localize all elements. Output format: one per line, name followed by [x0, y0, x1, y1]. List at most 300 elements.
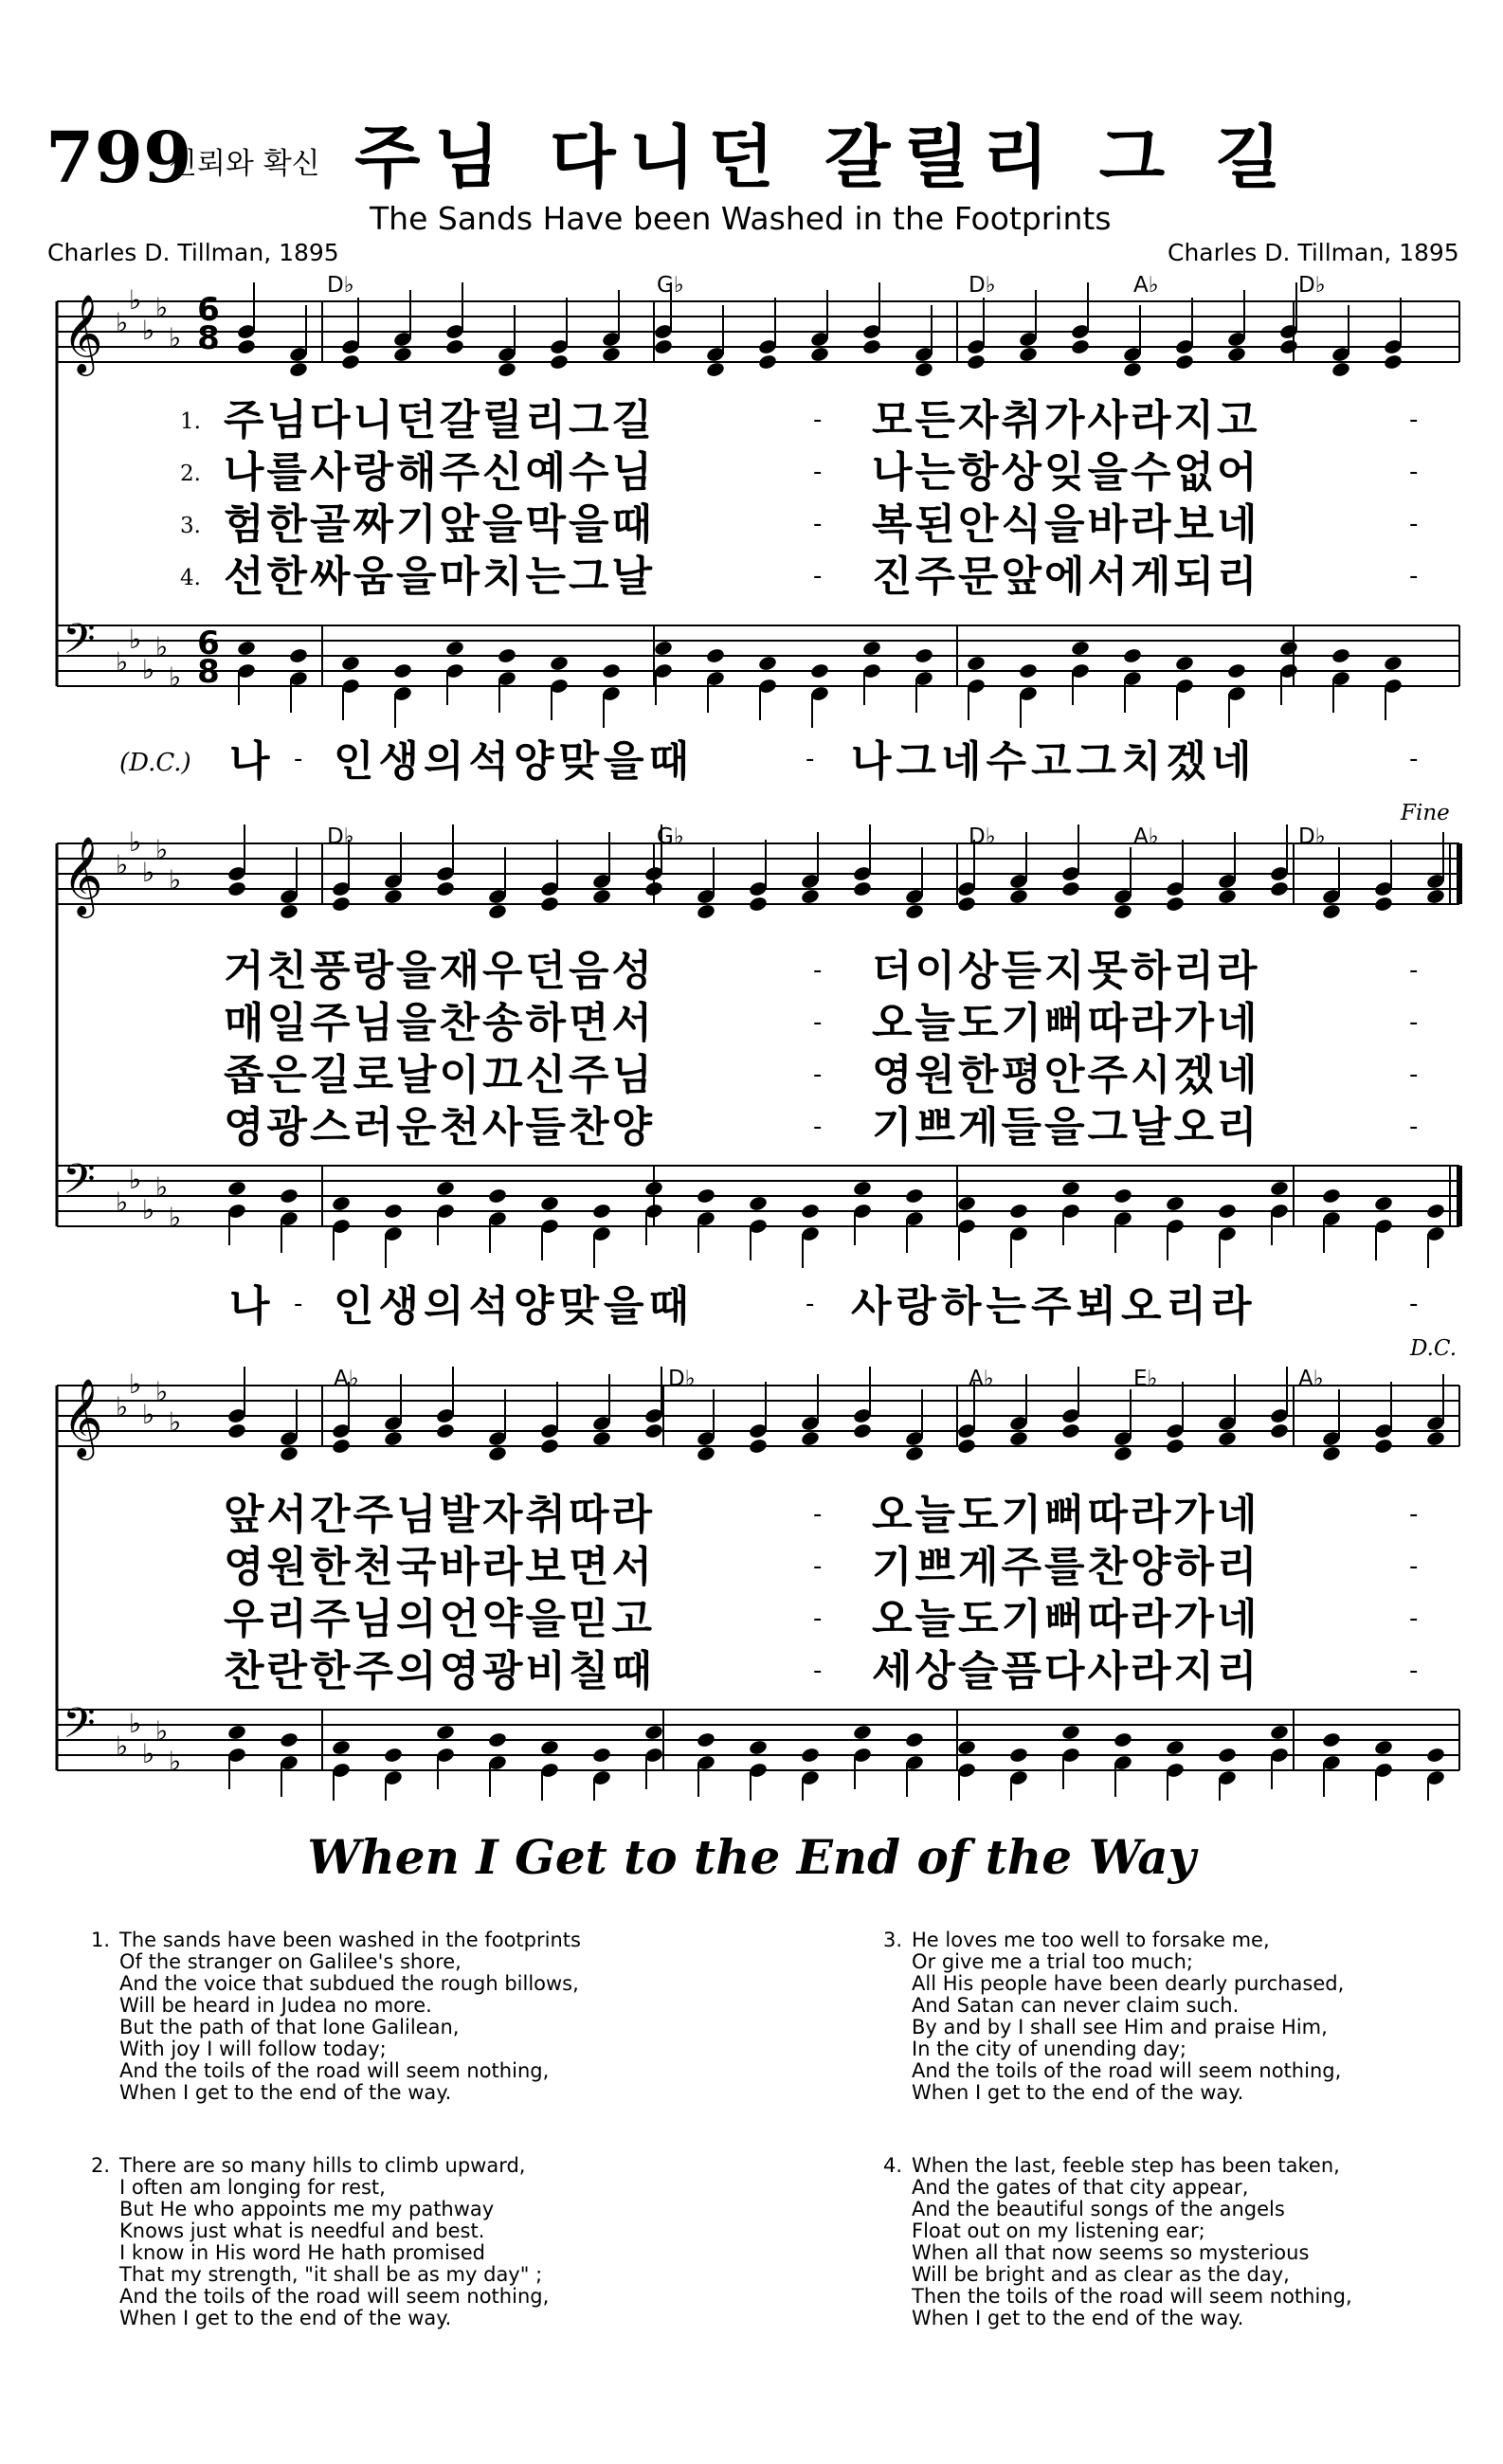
flat-sign-icon: ♭ [142, 1738, 155, 1769]
note-head [435, 1180, 455, 1197]
verse-number: 2. [180, 462, 201, 486]
flat-sign-icon: ♭ [142, 1399, 155, 1430]
note-head [539, 1739, 559, 1756]
stanza-line: And the voice that subdued the rough billows, [119, 1972, 579, 1995]
note-head [539, 1438, 559, 1455]
note-head [1331, 647, 1350, 664]
lyric-line: 앞서간주님발자취따라 [224, 1491, 656, 1539]
note-head [800, 888, 820, 905]
lyric-separator: - [1409, 406, 1419, 434]
note-head [1165, 1438, 1185, 1455]
note-head [852, 1180, 872, 1197]
chord-symbol: D♭ [1298, 824, 1326, 849]
note-head [705, 361, 725, 378]
stanza-line: Or give me a trial too much; [912, 1950, 1194, 1973]
flat-sign-icon: ♭ [129, 1164, 142, 1195]
flat-sign-icon: ♭ [155, 1376, 169, 1407]
lyric-separator: - [1409, 1500, 1419, 1529]
composer-credit-right: Charles D. Tillman, 1895 [1168, 239, 1459, 266]
composer-credit-left: Charles D. Tillman, 1895 [47, 239, 339, 266]
lyric-line: 오늘도기뻐따라가네 [872, 1491, 1260, 1539]
note-head [1113, 1445, 1132, 1462]
lyric-line: 주님다니던갈릴리그길 [224, 396, 656, 444]
flat-sign-icon: ♭ [116, 1730, 129, 1762]
note-head [591, 1430, 611, 1447]
lyric-separator: - [1409, 745, 1419, 773]
note-head [748, 896, 768, 913]
note-head [643, 880, 663, 897]
note-head [487, 1187, 507, 1205]
bass-clef-icon: 𝄢 [63, 1154, 96, 1214]
note-head [1217, 1747, 1237, 1764]
chord-symbol: D♭ [969, 273, 996, 298]
chord-symbol: D♭ [327, 273, 354, 298]
note-head [435, 880, 455, 897]
note-head [279, 1445, 299, 1462]
note-head [444, 338, 464, 355]
note-head [226, 880, 246, 897]
lyric-separator: - [813, 406, 823, 434]
note-head [1331, 361, 1350, 378]
chord-symbol: A♭ [1298, 1367, 1324, 1391]
note-head [1217, 888, 1237, 905]
note-head [914, 361, 933, 378]
stanza-line: When I get to the end of the way. [912, 2081, 1244, 2104]
note-head [1008, 1430, 1028, 1447]
lyric-separator: - [813, 1113, 823, 1141]
note-head [748, 1195, 768, 1212]
stanza-line: There are so many hills to climb upward, [119, 2154, 526, 2177]
lyric-separator: - [806, 745, 815, 773]
note-head [1269, 1180, 1289, 1197]
chord-symbol: D♭ [327, 824, 354, 849]
note-head [1383, 655, 1403, 672]
note-head [226, 1724, 246, 1741]
flat-sign-icon: ♭ [129, 1708, 142, 1739]
hymn-title-korean: 주님 다니던 갈릴리 그 길 [354, 118, 1295, 197]
note-head [1113, 1187, 1132, 1205]
lyric-line: 영원한천국바라보면서 [224, 1543, 656, 1591]
stanza-line: Then the toils of the road will seem nothing, [912, 2285, 1352, 2308]
note-head [1174, 353, 1194, 371]
note-head [487, 1445, 507, 1462]
stanza-line: When the last, feeble step has been taken, [912, 2154, 1340, 2177]
note-head [1113, 903, 1132, 920]
note-head [1373, 1438, 1393, 1455]
flat-sign-icon: ♭ [129, 1368, 142, 1400]
lyric-line: 영광스러운천사들찬양 [224, 1103, 656, 1151]
note-head [549, 655, 569, 672]
lyric-separator: - [813, 458, 823, 486]
dc-label: (D.C.) [119, 749, 191, 777]
note-head [800, 1430, 820, 1447]
treble-clef-icon: 𝄞 [63, 835, 103, 915]
note-head [643, 1422, 663, 1440]
note-head [852, 1422, 872, 1440]
note-head [1278, 338, 1298, 355]
note-head [861, 338, 881, 355]
flat-sign-icon: ♭ [169, 1406, 182, 1438]
lyric-separator: - [813, 1604, 823, 1633]
note-head [696, 903, 715, 920]
note-head [340, 655, 360, 672]
lyric-separator: - [1409, 510, 1419, 538]
note-head [904, 1187, 924, 1205]
flat-sign-icon: ♭ [169, 322, 182, 353]
flat-sign-icon: ♭ [169, 1202, 182, 1233]
note-head [1217, 1430, 1237, 1447]
flat-sign-icon: ♭ [155, 292, 169, 323]
note-head [444, 640, 464, 657]
lyric-line: 기쁘게들을그날오리 [872, 1103, 1260, 1151]
stanza-line: And the gates of that city appear, [912, 2176, 1249, 2199]
note-head [809, 662, 829, 679]
stanza-line: Knows just what is needful and best. [119, 2219, 485, 2242]
flat-sign-icon: ♭ [155, 631, 169, 662]
note-head [914, 647, 933, 664]
note-head [956, 1195, 976, 1212]
stanza-line: All His people have been dearly purchased, [912, 1972, 1345, 1995]
lyric-separator: - [1409, 562, 1419, 590]
note-head [1018, 346, 1038, 363]
note-head [653, 640, 673, 657]
note-head [487, 1731, 507, 1748]
note-head [383, 1203, 403, 1220]
lyric-separator: - [813, 510, 823, 538]
lyric-line: 나는항상잊을수없어 [872, 448, 1260, 497]
stanza-line: But the path of that lone Galilean, [119, 2016, 460, 2038]
note-head [956, 1739, 976, 1756]
flat-sign-icon: ♭ [142, 857, 155, 888]
note-head [1269, 1422, 1289, 1440]
note-head [435, 1422, 455, 1440]
lyric-separator: - [813, 562, 823, 590]
lyric-line: 선한싸움을마치는그날 [224, 553, 656, 601]
note-head [279, 903, 299, 920]
bass-clef-icon: 𝄢 [63, 614, 96, 674]
note-head [1174, 655, 1194, 672]
note-head [1425, 1747, 1445, 1764]
note-head [1008, 1747, 1028, 1764]
time-signature-top: 6 [197, 625, 220, 662]
note-head [1113, 1731, 1132, 1748]
note-head [1070, 640, 1090, 657]
note-head [1425, 888, 1445, 905]
note-head [757, 655, 777, 672]
note-head [1425, 1203, 1445, 1220]
note-head [861, 640, 881, 657]
note-head [226, 1422, 246, 1440]
bass-clef-icon: 𝄢 [63, 1698, 96, 1758]
note-head [1373, 1739, 1393, 1756]
verse-number: 1. [180, 409, 201, 434]
lyric-separator: - [1409, 1657, 1419, 1685]
note-head [1018, 662, 1038, 679]
flat-sign-icon: ♭ [129, 826, 142, 858]
treble-clef-icon: 𝄞 [63, 293, 103, 372]
note-head [601, 662, 621, 679]
note-head [340, 353, 360, 371]
stanza-line: With joy I will follow today; [119, 2038, 387, 2060]
note-head [1321, 1187, 1341, 1205]
note-head [696, 1187, 715, 1205]
lyric-separator: - [813, 1008, 823, 1037]
stanza-line: I often am longing for rest, [119, 2176, 386, 2199]
note-head [800, 1203, 820, 1220]
lyric-separator: - [813, 1552, 823, 1581]
stanza-line: But He who appoints me my pathway [119, 2198, 495, 2220]
note-head [236, 640, 256, 657]
lyric-separator: - [813, 1657, 823, 1685]
lyric-line: 진주문앞에서게되리 [872, 553, 1260, 601]
stanza-number: 4. [883, 2154, 903, 2177]
hymn-title-english: The Sands Have been Washed in the Footprints [370, 200, 1112, 237]
note-head [800, 1747, 820, 1764]
stanza-line: He loves me too well to forsake me, [912, 1929, 1270, 1951]
flat-sign-icon: ♭ [116, 1391, 129, 1422]
chord-symbol: D♭ [1298, 273, 1326, 298]
time-signature-bottom: 8 [197, 653, 220, 691]
note-head [748, 1739, 768, 1756]
dc-lyric: 나그네수고그치겠네 [851, 737, 1257, 786]
note-head [288, 647, 308, 664]
lyric-line: 모든자취가사라지고 [872, 396, 1260, 444]
chord-symbol: E♭ [1133, 1367, 1158, 1391]
flat-sign-icon: ♭ [116, 1187, 129, 1218]
lyric-separator: - [1409, 1604, 1419, 1633]
treble-clef-icon: 𝄞 [63, 1377, 103, 1457]
note-head [236, 338, 256, 355]
verse-number: 3. [180, 514, 201, 538]
note-head [497, 647, 516, 664]
time-signature-top: 6 [197, 291, 220, 329]
note-head [591, 888, 611, 905]
lyric-separator: - [1409, 1552, 1419, 1581]
english-stanza [91, 2155, 622, 2329]
chord-symbol: A♭ [334, 1367, 359, 1391]
lyric-separator: - [813, 1500, 823, 1529]
note-head [956, 1438, 976, 1455]
flat-sign-icon: ♭ [129, 284, 142, 316]
lyric-line: 험한골짜기앞을막을때 [224, 500, 656, 549]
note-head [279, 1731, 299, 1748]
note-head [591, 1747, 611, 1764]
flat-sign-icon: ♭ [142, 654, 155, 685]
note-head [904, 903, 924, 920]
note-head [1373, 1195, 1393, 1212]
note-head [966, 655, 986, 672]
note-head [643, 1180, 663, 1197]
note-head [383, 888, 403, 905]
lyric-separator: - [1409, 458, 1419, 486]
lyric-separator: - [1409, 1113, 1419, 1141]
lyric-line: 세상슬픔다사라지리 [872, 1647, 1260, 1695]
lyric-separator: - [1409, 1060, 1419, 1089]
note-head [1425, 1430, 1445, 1447]
dc-lyric: 인생의석양맞을때 [334, 737, 695, 786]
note-head [1269, 1724, 1289, 1741]
stanza-line: In the city of unending day; [912, 2038, 1186, 2060]
stanza-line: Will be heard in Judea no more. [119, 1994, 432, 2017]
note-head [1122, 361, 1142, 378]
note-head [809, 346, 829, 363]
note-head [653, 338, 673, 355]
stanza-line: That my strength, "it shall be as my day" ; [119, 2263, 543, 2286]
note-head [331, 1739, 351, 1756]
note-head [601, 346, 621, 363]
stanza-line: When I get to the end of the way. [119, 2081, 452, 2104]
stanza-line: When I get to the end of the way. [119, 2307, 452, 2329]
flat-sign-icon: ♭ [169, 864, 182, 896]
note-head [392, 346, 412, 363]
english-hymn-title: When I Get to the End of the Way [307, 1829, 1196, 1885]
note-head [705, 647, 725, 664]
flat-sign-icon: ♭ [129, 624, 142, 655]
verse-number: 4. [180, 566, 201, 590]
note-head [539, 1195, 559, 1212]
stanza-line: And the toils of the road will seem nothing, [119, 2059, 550, 2082]
english-stanza [91, 1930, 622, 2104]
note-head [1373, 896, 1393, 913]
lyric-separator: - [813, 956, 823, 985]
dc-lyric: 나 [229, 737, 270, 786]
note-head [331, 1438, 351, 1455]
note-head [1165, 1739, 1185, 1756]
flat-sign-icon: ♭ [155, 1715, 169, 1747]
note-head [956, 896, 976, 913]
note-head [904, 1731, 924, 1748]
chord-symbol: D♭ [969, 824, 996, 849]
note-head [226, 1180, 246, 1197]
stanza-line: I know in His word He hath promised [119, 2241, 486, 2264]
lyric-separator: - [1409, 1290, 1419, 1318]
note-head [549, 353, 569, 371]
stanza-number: 3. [883, 1929, 903, 1951]
note-head [696, 1445, 715, 1462]
note-head [1008, 1203, 1028, 1220]
flat-sign-icon: ♭ [142, 315, 155, 346]
chord-symbol: G♭ [657, 824, 684, 849]
stanza-line: Of the stranger on Galilee's shore, [119, 1950, 462, 1973]
note-head [1008, 888, 1028, 905]
note-head [696, 1731, 715, 1748]
stanza-line: And the toils of the road will seem nothing, [912, 2059, 1342, 2082]
stanza-number: 2. [91, 2154, 111, 2177]
note-head [383, 1747, 403, 1764]
note-head [497, 361, 516, 378]
note-head [1060, 880, 1080, 897]
note-head [757, 353, 777, 371]
stanza-number: 1. [91, 1929, 111, 1951]
note-head [1321, 1731, 1341, 1748]
note-head [1269, 880, 1289, 897]
stanza-line: And the toils of the road will seem nothing, [119, 2285, 550, 2308]
fine-marker: Fine [1401, 801, 1450, 825]
lyric-line: 오늘도기뻐따라가네 [872, 999, 1260, 1047]
flat-sign-icon: ♭ [116, 646, 129, 678]
flat-sign-icon: ♭ [155, 1171, 169, 1203]
stanza-line: And Satan can never claim such. [912, 1994, 1240, 2017]
chord-symbol: G♭ [657, 273, 684, 298]
lyric-line: 매일주님을찬송하면서 [224, 999, 656, 1047]
note-head [288, 361, 308, 378]
dc-lyric: 나 [229, 1282, 270, 1331]
note-head [1070, 338, 1090, 355]
note-head [383, 1430, 403, 1447]
note-head [1321, 903, 1341, 920]
flat-sign-icon: ♭ [169, 661, 182, 693]
lyric-line: 거친풍랑을재우던음성 [224, 947, 656, 995]
lyric-separator: - [1409, 956, 1419, 985]
lyric-separator: - [294, 1290, 303, 1318]
note-head [1383, 353, 1403, 371]
note-head [852, 880, 872, 897]
time-signature-treble [197, 291, 220, 357]
note-head [539, 896, 559, 913]
chord-symbol: D♭ [668, 1367, 696, 1391]
note-head [966, 353, 986, 371]
lyric-line: 복된안식을바라보네 [872, 500, 1260, 549]
lyric-line: 찬란한주의영광비칠때 [224, 1647, 656, 1695]
note-head [1321, 1445, 1341, 1462]
chord-symbol: A♭ [1133, 273, 1159, 298]
note-head [331, 1195, 351, 1212]
note-head [748, 1438, 768, 1455]
note-head [1226, 662, 1246, 679]
lyric-separator: - [1409, 1008, 1419, 1037]
lyric-line: 오늘도기뻐따라가네 [872, 1595, 1260, 1643]
note-head [643, 1724, 663, 1741]
note-head [852, 1724, 872, 1741]
english-stanza [883, 2155, 1414, 2329]
note-head [1278, 640, 1298, 657]
lyric-separator: - [806, 1290, 815, 1318]
flat-sign-icon: ♭ [116, 307, 129, 338]
dc-lyric: 사랑하는주뵈오리라 [851, 1282, 1257, 1331]
note-head [392, 662, 412, 679]
lyric-line: 영원한평안주시겠네 [872, 1051, 1260, 1099]
stanza-line: And the beautiful songs of the angels [912, 2198, 1285, 2220]
lyric-line: 더이상듣지못하리라 [872, 947, 1260, 995]
flat-sign-icon: ♭ [142, 1194, 155, 1225]
note-head [435, 1724, 455, 1741]
stanza-line: Will be bright and as clear as the day, [912, 2263, 1290, 2286]
stanza-line: By and by I shall see Him and praise Him, [912, 2016, 1328, 2038]
hymn-category: 신뢰와 확신 [169, 147, 320, 181]
stanza-line: When I get to the end of the way. [912, 2307, 1244, 2329]
note-head [1060, 1180, 1080, 1197]
stanza-line: When all that now seems so mysterious [912, 2241, 1310, 2264]
dc-lyric: 인생의석양맞을때 [334, 1282, 695, 1331]
note-head [1165, 896, 1185, 913]
hymn-number: 799 [45, 118, 192, 199]
note-head [487, 903, 507, 920]
note-head [1060, 1422, 1080, 1440]
english-stanza [883, 1930, 1414, 2104]
lyric-line: 좁은길로날이끄신주님 [224, 1051, 656, 1099]
flat-sign-icon: ♭ [169, 1746, 182, 1777]
chord-symbol: A♭ [1133, 824, 1159, 849]
note-head [1060, 1724, 1080, 1741]
time-signature-bass [197, 625, 220, 691]
note-head [331, 896, 351, 913]
note-head [904, 1445, 924, 1462]
note-head [1122, 647, 1142, 664]
time-signature-bottom: 8 [197, 319, 220, 357]
lyric-line: 우리주님의언약을믿고 [224, 1595, 656, 1643]
flat-sign-icon: ♭ [116, 849, 129, 880]
lyric-line: 나를사랑해주신예수님 [224, 448, 656, 497]
